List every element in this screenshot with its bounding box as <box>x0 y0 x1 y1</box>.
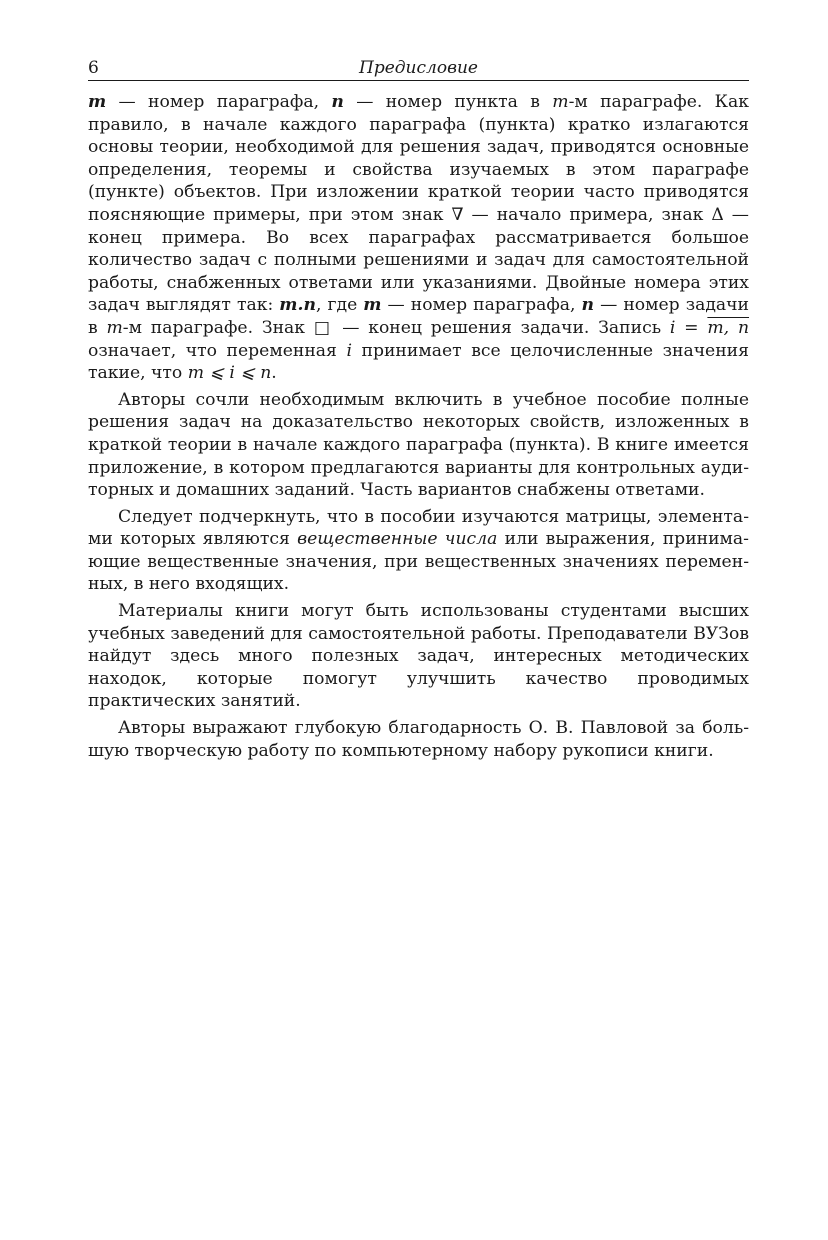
math-inequality: m ⩽ i ⩽ n <box>187 363 272 384</box>
running-head <box>88 56 749 81</box>
text-span: — номер пункта в <box>343 92 553 112</box>
text-span: -м параграфе. Как правило, в начале каждого параграфа (пункта) кратко излагаются основы теории, необходимой для решения задач, приводятся основные определения, теоремы и свойства изучаемых в этом параграфе (пункте) объектов. При изложении краткой теории часто приводятся поясняющие примеры, при этом знак ∇ — начало примера, знак Δ — конец примера. Во всех параграфах рассматривается большое количество задач с полными решениями и задач для самостоятельной работы, снабженных ответами или указаниями. Двойные номера этих задач выглядят так: <box>88 92 749 316</box>
emphasis-real-numbers: вещественные числа <box>297 529 498 550</box>
math-m: m <box>552 92 569 112</box>
text-span: — номер параграфа, <box>106 92 332 112</box>
text-span: , где <box>315 295 364 316</box>
text-span: Следует подчеркнуть, что в пособии изучаются матрицы, элементами которых являются <box>88 506 749 550</box>
math-i: i <box>669 317 676 338</box>
math-equals: = <box>675 317 708 338</box>
page-number: 6 <box>88 58 99 78</box>
text-span: -м параграфе. Знак □ — конец решения задачи. Запись <box>122 317 670 338</box>
paragraph-2: Авторы сочли необходимым включить в учебное пособие полные решения задач на доказательство некоторых свойств, изложенных в краткой теории в начале каждого параграфа (пункта). В книге имеется приложение, в котором предлагаются варианты для контрольных аудиторных и домашних заданий. Часть вариантов снабжены ответами. <box>88 389 749 501</box>
paragraph-1 <box>88 91 749 385</box>
symbol-m-n: m.n <box>279 295 316 316</box>
running-title: Предисловие <box>359 58 478 78</box>
symbol-n: n <box>581 295 595 316</box>
math-m: m <box>106 317 123 338</box>
math-i: i <box>346 340 352 361</box>
text-span: принимает все целочисленные значения такие, что <box>88 340 749 384</box>
book-page <box>88 56 749 766</box>
text-span: означает, что переменная <box>88 340 347 361</box>
paragraph-4: Материалы книги могут быть использованы студентами высших учебных заведений для самостоятельной работы. Преподаватели ВУЗов найдут здесь много полезных задач, интересных методических находок, которые помогут улучшить качество проводимых практических занятий. <box>88 601 749 712</box>
symbol-n: n <box>331 92 344 112</box>
body-text <box>88 91 749 762</box>
text-span: . <box>271 363 277 384</box>
text-span: — номер параграфа, <box>381 295 582 316</box>
paragraph-5: Авторы выражают глубокую благодарность О. В. Павловой за большую творческую работу по компьютерному набору рукописи книги. <box>88 718 749 761</box>
symbol-m: m <box>88 92 107 112</box>
math-range-overline: m, n <box>707 317 750 338</box>
text-span: — номер задачи в <box>88 295 749 338</box>
paragraph-3 <box>88 506 749 596</box>
symbol-m: m <box>363 295 382 316</box>
text-span: или выражения, принимающие вещественные значения, при вещественных значениях переменных, в него входящих. <box>88 529 749 595</box>
